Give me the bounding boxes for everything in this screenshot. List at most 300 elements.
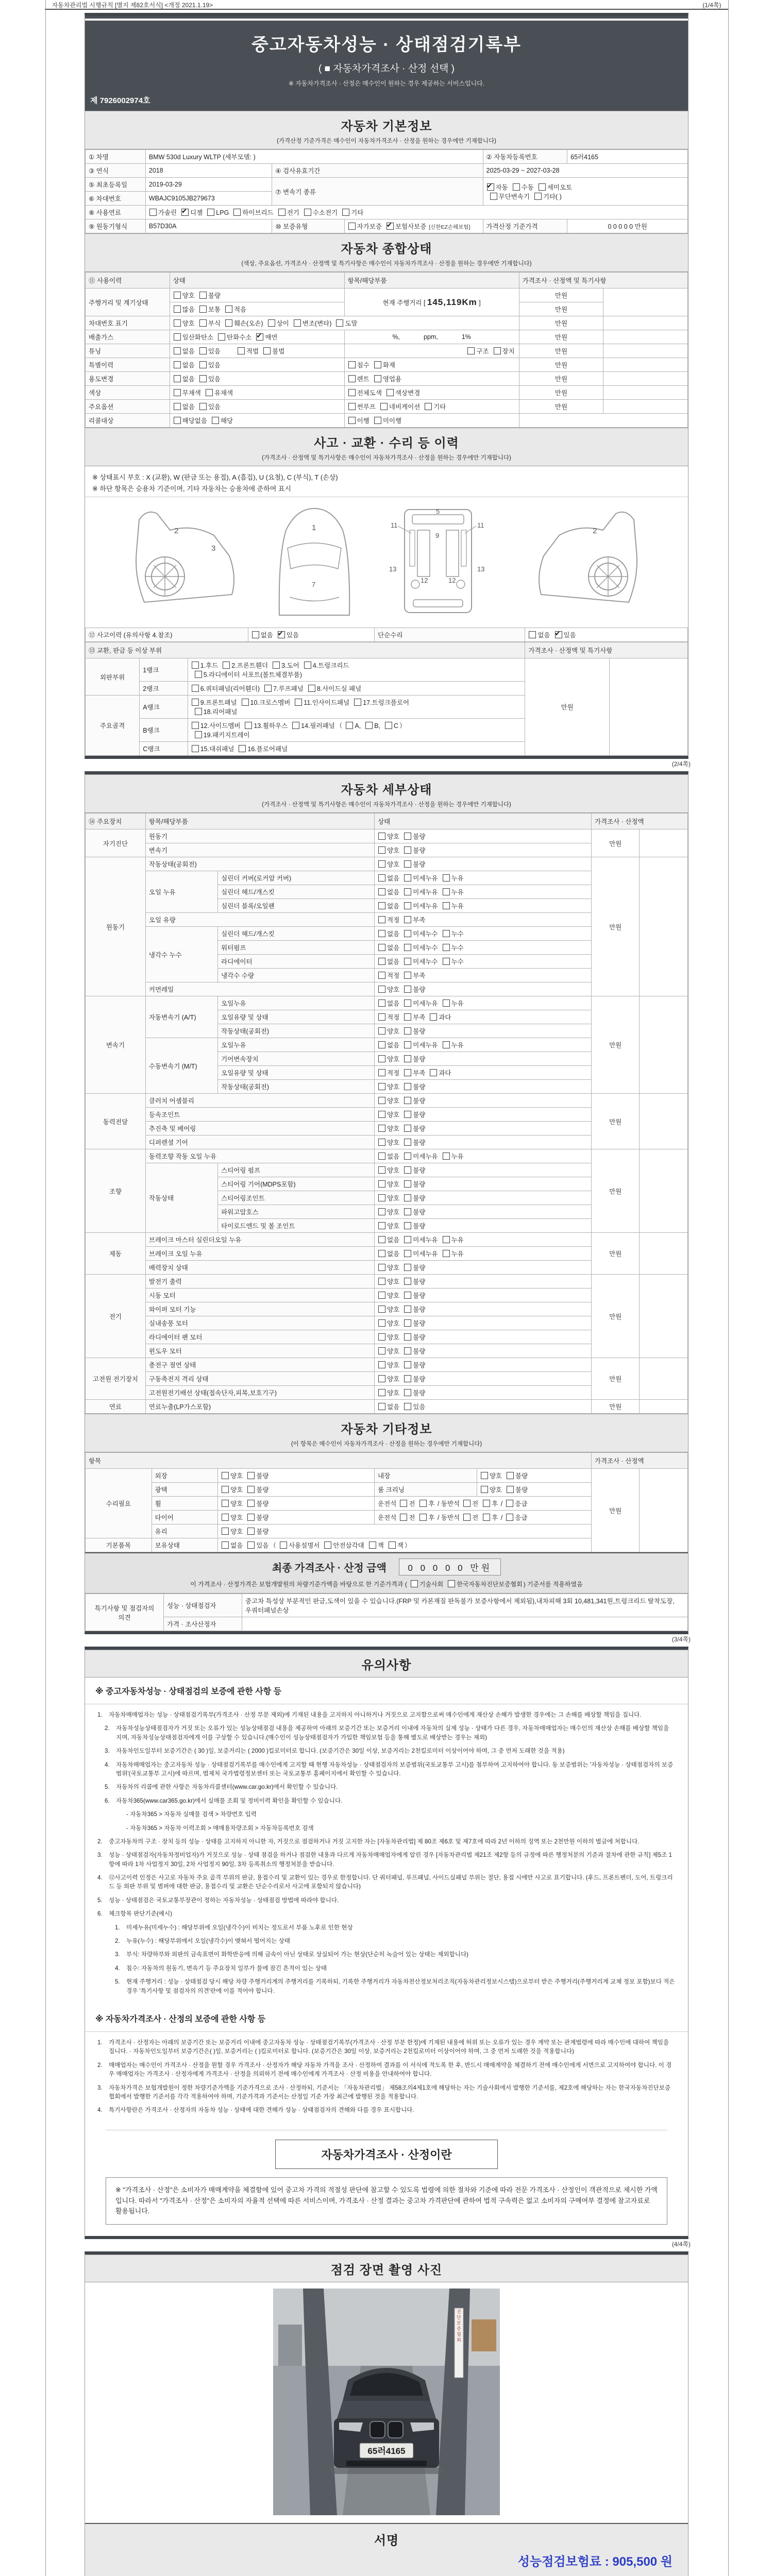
checkbox[interactable] — [294, 319, 301, 327]
car-damage-diagram — [85, 497, 688, 628]
checkbox[interactable] — [463, 1500, 470, 1507]
checkbox[interactable] — [378, 1306, 385, 1313]
checkbox[interactable] — [481, 1472, 488, 1479]
notice-item-number: 5. — [105, 1784, 110, 1791]
checkbox[interactable] — [242, 699, 249, 706]
checkbox[interactable] — [304, 662, 311, 669]
checkbox[interactable] — [206, 389, 213, 396]
checkbox[interactable] — [247, 1528, 255, 1535]
checkbox[interactable] — [199, 375, 207, 382]
checkbox[interactable] — [212, 417, 219, 424]
checkbox[interactable] — [378, 1278, 385, 1285]
cell — [375, 1024, 592, 1038]
checkbox-checked[interactable] — [278, 631, 285, 638]
checkbox[interactable] — [174, 375, 181, 382]
cell: 용도변경 — [86, 372, 170, 386]
checkbox[interactable] — [404, 833, 411, 840]
cell — [375, 1219, 592, 1233]
checkbox[interactable] — [490, 193, 497, 200]
checkbox[interactable] — [404, 1403, 411, 1410]
checkbox[interactable] — [174, 361, 181, 368]
cell: 타이어 — [152, 1511, 218, 1524]
checkbox[interactable] — [404, 1222, 411, 1229]
checkbox-label: 양호 — [387, 1209, 400, 1216]
checkbox-label: 양호 — [387, 1292, 400, 1299]
checkbox[interactable] — [245, 722, 252, 729]
checkbox[interactable] — [404, 1166, 411, 1174]
notice-item — [97, 1896, 676, 1905]
checkbox[interactable] — [378, 874, 385, 882]
table-row — [86, 1275, 688, 1289]
checkbox[interactable] — [378, 1264, 385, 1271]
checkbox[interactable] — [404, 1041, 411, 1048]
checkbox[interactable] — [404, 944, 411, 951]
checkbox[interactable] — [404, 1389, 411, 1396]
checkbox[interactable] — [378, 999, 385, 1007]
checkbox[interactable] — [404, 1347, 411, 1354]
checkbox[interactable] — [225, 319, 232, 327]
checkbox[interactable] — [494, 347, 501, 354]
checkbox[interactable] — [404, 999, 411, 1007]
notice-item-text: 자동차365(www.car365.go.kr)에서 실매물 조회 및 정비이력 확인을 확인할 수 있습니다. — [116, 1797, 343, 1804]
checkbox[interactable] — [378, 1013, 385, 1021]
checkbox[interactable] — [443, 958, 450, 965]
checkbox[interactable] — [378, 1236, 385, 1243]
checkbox[interactable] — [199, 361, 207, 368]
checkbox-label: 16.플로어패널 — [247, 745, 288, 753]
checkbox[interactable] — [268, 319, 275, 327]
checkbox[interactable] — [348, 403, 356, 410]
checkbox[interactable] — [222, 1486, 229, 1493]
checkbox[interactable] — [378, 833, 385, 840]
cell: 주요골격 — [86, 696, 140, 756]
checkbox[interactable] — [174, 389, 181, 396]
checkbox[interactable] — [378, 1166, 385, 1174]
checkbox[interactable] — [404, 1013, 411, 1021]
checkbox[interactable] — [419, 1500, 427, 1507]
checkbox[interactable] — [419, 1514, 427, 1521]
checkbox[interactable] — [378, 1208, 385, 1215]
checkbox-checked[interactable] — [487, 183, 494, 191]
checkbox[interactable] — [174, 333, 181, 341]
checkbox[interactable] — [404, 1278, 411, 1285]
cell — [188, 742, 525, 756]
checkbox[interactable] — [378, 1403, 385, 1410]
checkbox[interactable] — [225, 306, 232, 313]
checkbox[interactable] — [192, 722, 199, 729]
checkbox[interactable] — [483, 1500, 490, 1507]
checkbox-label: 한국자동차진단보증협회 — [457, 1581, 523, 1588]
checkbox[interactable] — [222, 1500, 229, 1507]
checkbox[interactable] — [386, 389, 394, 396]
cell: 만원 — [519, 289, 603, 302]
cell — [375, 1066, 592, 1080]
column-header: 항목/해당부품 — [344, 273, 519, 289]
checkbox[interactable] — [378, 1027, 385, 1035]
checkbox[interactable] — [378, 1333, 385, 1341]
checkbox[interactable] — [273, 662, 280, 669]
cell: 65러4165 — [567, 150, 688, 164]
checkbox[interactable] — [336, 319, 343, 327]
checkbox[interactable] — [223, 662, 230, 669]
checkbox[interactable] — [404, 1333, 411, 1341]
checkbox[interactable] — [369, 1541, 376, 1549]
text: 1% — [461, 333, 471, 341]
cell: 기본품목 — [86, 1538, 152, 1552]
checkbox[interactable] — [378, 1375, 385, 1382]
checkbox[interactable] — [222, 1514, 229, 1521]
checkbox[interactable] — [443, 999, 450, 1007]
checkbox-label: 미세누수 — [413, 958, 438, 965]
checkbox[interactable] — [404, 1264, 411, 1271]
checkbox-label: 전 — [409, 1514, 415, 1521]
checkbox[interactable] — [404, 1055, 411, 1062]
checkbox[interactable] — [304, 209, 311, 216]
text: ） — [404, 1542, 411, 1549]
accident-parts-table — [85, 642, 688, 756]
checkbox-checked[interactable] — [555, 631, 562, 638]
checkbox[interactable] — [199, 347, 207, 354]
checkbox[interactable] — [425, 403, 432, 410]
checkbox[interactable] — [354, 699, 361, 706]
section-etc — [85, 1414, 688, 1452]
checkbox-label: 장치 — [502, 348, 515, 355]
checkbox[interactable] — [506, 1514, 513, 1521]
checkbox[interactable] — [404, 1236, 411, 1243]
checkbox[interactable] — [430, 1013, 437, 1021]
checkbox[interactable] — [385, 722, 392, 729]
checkbox[interactable] — [174, 292, 181, 299]
checkbox[interactable] — [443, 930, 450, 937]
checkbox[interactable] — [404, 888, 411, 895]
page-number: (3/4쪽) — [671, 1636, 691, 1643]
checkbox[interactable] — [378, 1194, 385, 1201]
checkbox-label: 19.패키지트레이 — [203, 732, 250, 739]
checkbox[interactable] — [534, 193, 542, 200]
checkbox[interactable] — [404, 1097, 411, 1104]
checkbox-label: A, — [355, 722, 361, 730]
checkbox[interactable] — [404, 1319, 411, 1327]
checkbox[interactable] — [247, 1514, 255, 1521]
checkbox[interactable] — [378, 1180, 385, 1188]
cell — [375, 913, 592, 927]
checkbox-label: 불량 — [256, 1528, 269, 1535]
svg-text:2: 2 — [593, 527, 597, 535]
cell: 충전구 절연 상태 — [145, 1358, 374, 1372]
checkbox[interactable] — [374, 375, 381, 382]
notice-item-number: 4. — [97, 2107, 103, 2114]
table-row — [86, 1617, 688, 1631]
checkbox[interactable] — [506, 1500, 513, 1507]
column-header: ⑬ 교환, 판금 등 이상 부위 — [86, 642, 525, 658]
checkbox[interactable] — [378, 1055, 385, 1062]
checkbox[interactable] — [263, 347, 271, 354]
checkbox[interactable] — [174, 306, 181, 313]
checkbox[interactable] — [374, 361, 381, 368]
checkbox[interactable] — [443, 944, 450, 951]
checkbox-label: 없음 — [387, 958, 400, 965]
checkbox[interactable] — [443, 1236, 450, 1243]
checkbox[interactable] — [389, 1541, 396, 1549]
checkbox[interactable] — [443, 902, 450, 909]
checkbox[interactable] — [378, 1361, 385, 1368]
checkbox[interactable] — [199, 403, 207, 410]
checkbox[interactable] — [207, 209, 214, 216]
checkbox[interactable] — [513, 183, 520, 191]
checkbox[interactable] — [404, 902, 411, 909]
checkbox[interactable] — [378, 958, 385, 965]
notice-item — [97, 2061, 676, 2079]
table-row — [86, 206, 688, 219]
checkbox-label: 없음 — [182, 362, 195, 369]
cell — [375, 1080, 592, 1094]
checkbox[interactable] — [342, 209, 349, 216]
checkbox[interactable] — [404, 1306, 411, 1313]
checkbox[interactable] — [404, 986, 411, 993]
checkbox[interactable] — [199, 292, 207, 299]
cell — [640, 1400, 688, 1414]
cell — [218, 1483, 375, 1497]
checkbox[interactable] — [378, 1069, 385, 1076]
checkbox[interactable] — [378, 1153, 385, 1160]
checkbox[interactable] — [400, 1514, 407, 1521]
checkbox[interactable] — [264, 685, 272, 692]
checkbox[interactable] — [430, 1069, 437, 1076]
cell: 작동상태(공회전) — [145, 857, 374, 871]
checkbox[interactable] — [404, 874, 411, 882]
checkbox[interactable] — [443, 874, 450, 882]
checkbox[interactable] — [348, 375, 356, 382]
checkbox[interactable] — [348, 361, 356, 368]
checkbox[interactable] — [218, 333, 225, 341]
cell — [375, 857, 592, 871]
checkbox[interactable] — [507, 1486, 514, 1493]
checkbox-label: 미세누유 — [413, 903, 438, 910]
checkbox[interactable] — [380, 403, 388, 410]
checkbox[interactable] — [404, 1250, 411, 1257]
checkbox-label: 유채색 — [214, 389, 233, 397]
cell — [375, 1261, 592, 1275]
checkbox[interactable] — [404, 846, 411, 854]
checkbox[interactable] — [324, 1541, 331, 1549]
notice-item — [97, 1909, 676, 1918]
cell: ① 차명 — [86, 150, 146, 164]
checkbox[interactable] — [174, 403, 181, 410]
cell — [375, 829, 592, 843]
checkbox[interactable] — [483, 1514, 490, 1521]
checkbox-label: 네비게이션 — [389, 403, 421, 411]
checkbox[interactable] — [378, 1222, 385, 1229]
checkbox[interactable] — [247, 1541, 255, 1549]
checkbox[interactable] — [295, 699, 302, 706]
checkbox-label: 불량 — [413, 1195, 426, 1202]
checkbox[interactable] — [378, 1292, 385, 1299]
checkbox-label: 불량 — [413, 986, 426, 993]
checkbox[interactable] — [192, 745, 199, 752]
checkbox[interactable] — [374, 417, 381, 424]
checkbox[interactable] — [404, 1083, 411, 1090]
checkbox[interactable] — [404, 930, 411, 937]
checkbox[interactable] — [481, 1486, 488, 1493]
checkbox[interactable] — [404, 1292, 411, 1299]
special-notes-table — [85, 1594, 688, 1631]
checkbox[interactable] — [404, 1111, 411, 1118]
checkbox[interactable] — [404, 1139, 411, 1146]
checkbox[interactable] — [378, 1041, 385, 1048]
checkbox-checked[interactable] — [256, 333, 263, 341]
checkbox[interactable] — [378, 1097, 385, 1104]
checkbox[interactable] — [378, 1139, 385, 1146]
checkbox[interactable] — [239, 745, 246, 752]
checkbox[interactable] — [443, 1153, 450, 1160]
checkbox-label: 이행 — [357, 417, 369, 425]
checkbox[interactable] — [378, 972, 385, 979]
checkbox-checked[interactable] — [386, 223, 394, 230]
text: 145,119Km — [427, 297, 477, 307]
checkbox[interactable] — [404, 972, 411, 979]
checkbox[interactable] — [404, 1208, 411, 1215]
checkbox[interactable] — [252, 631, 259, 638]
checkbox[interactable] — [404, 1153, 411, 1160]
checkbox[interactable] — [346, 722, 353, 729]
checkbox-label: 썬루프 — [357, 403, 376, 411]
checkbox[interactable] — [348, 223, 356, 230]
checkbox[interactable] — [247, 1472, 255, 1479]
checkbox[interactable] — [404, 958, 411, 965]
checkbox[interactable] — [529, 631, 536, 638]
checkbox[interactable] — [195, 731, 202, 738]
checkbox[interactable] — [443, 888, 450, 895]
checkbox[interactable] — [149, 209, 157, 216]
checkbox[interactable] — [378, 1111, 385, 1118]
checkbox-label: 없음 — [387, 930, 400, 938]
checkbox[interactable] — [378, 930, 385, 937]
checkbox[interactable] — [378, 1347, 385, 1354]
checkbox-label: 2.프론트휀더 — [231, 662, 268, 669]
notice-item-number: 5. — [115, 1978, 120, 1986]
checkbox[interactable] — [404, 860, 411, 868]
checkbox[interactable] — [448, 1580, 455, 1587]
checkbox[interactable] — [404, 1194, 411, 1201]
checkbox[interactable] — [400, 1500, 407, 1507]
checkbox-label: 불량 — [413, 1139, 426, 1146]
checkbox[interactable] — [378, 1319, 385, 1327]
checkbox[interactable] — [378, 1389, 385, 1396]
checkbox[interactable] — [378, 846, 385, 854]
checkbox[interactable] — [195, 671, 202, 678]
checkbox[interactable] — [174, 417, 181, 424]
checkbox[interactable] — [378, 986, 385, 993]
cell: 배출가스 — [86, 330, 170, 344]
checkbox[interactable] — [233, 209, 241, 216]
checkbox[interactable] — [278, 209, 285, 216]
checkbox[interactable] — [467, 347, 475, 354]
checkbox[interactable] — [222, 1472, 229, 1479]
checkbox[interactable] — [199, 306, 207, 313]
checkbox[interactable] — [192, 685, 199, 692]
section-note: (가격조사 · 산정액 및 특기사항은 매수인이 자동차가격조사 · 산정을 원하는 경우에만 기재합니다) — [262, 455, 511, 461]
checkbox-label: 불량 — [413, 833, 426, 840]
checkbox[interactable] — [247, 1486, 255, 1493]
notice-subtitle-2: ※ 자동차가격조사 · 산정의 보증에 관한 사항 등 — [85, 2005, 688, 2032]
cell: 라디에이터 팬 모터 — [145, 1330, 374, 1344]
checkbox[interactable] — [247, 1500, 255, 1507]
checkbox[interactable] — [280, 1541, 287, 1549]
checkbox[interactable] — [507, 1472, 514, 1479]
checkbox[interactable] — [378, 1250, 385, 1257]
checkbox[interactable] — [238, 347, 245, 354]
checkbox[interactable] — [192, 699, 199, 706]
checkbox[interactable] — [174, 319, 181, 327]
cell — [375, 1233, 592, 1247]
checkbox[interactable] — [365, 722, 373, 729]
cell: 스티어링조인트 — [218, 1191, 375, 1205]
checkbox[interactable] — [199, 319, 207, 327]
checkbox[interactable] — [539, 183, 546, 191]
checkbox-label: 누유 — [451, 1236, 464, 1244]
checkbox[interactable] — [348, 417, 356, 424]
checkbox[interactable] — [378, 902, 385, 909]
checkbox[interactable] — [378, 888, 385, 895]
notice-item — [105, 1760, 676, 1778]
checkbox[interactable] — [378, 1125, 385, 1132]
checkbox-label: 불량 — [515, 1472, 528, 1480]
checkbox[interactable] — [378, 916, 385, 923]
cell: 0 0 0 0 0 만원 — [567, 219, 688, 233]
checkbox[interactable] — [378, 860, 385, 868]
checkbox[interactable] — [292, 722, 299, 729]
checkbox[interactable] — [463, 1514, 470, 1521]
checkbox-label: 6.쿼터패널(리어휀더) — [200, 685, 260, 692]
checkbox[interactable] — [222, 1528, 229, 1535]
checkbox-label: 없음 — [182, 376, 195, 383]
checkbox[interactable] — [411, 1580, 418, 1587]
checkbox-label: 미세누유 — [413, 1250, 438, 1258]
checkbox[interactable] — [192, 662, 199, 669]
notice-item — [97, 2038, 676, 2056]
checkbox[interactable] — [378, 1083, 385, 1090]
checkbox[interactable] — [443, 1041, 450, 1048]
column-header: 상태 — [170, 273, 344, 289]
cell — [375, 1010, 592, 1024]
checkbox[interactable] — [378, 944, 385, 951]
checkbox-checked[interactable] — [181, 209, 189, 216]
checkbox[interactable] — [404, 1069, 411, 1076]
cell — [170, 289, 344, 302]
checkbox[interactable] — [404, 916, 411, 923]
checkbox[interactable] — [348, 389, 356, 396]
text: ppm, — [424, 333, 438, 341]
checkbox[interactable] — [308, 685, 315, 692]
checkbox-label: 양호 — [387, 1139, 400, 1146]
checkbox[interactable] — [404, 1180, 411, 1188]
checkbox[interactable] — [404, 1361, 411, 1368]
checkbox-label: 색상변경 — [395, 389, 421, 397]
checkbox-label: 자가보증 — [357, 223, 382, 230]
checkbox-label: 불량 — [413, 1181, 426, 1188]
checkbox[interactable] — [195, 708, 202, 715]
cell — [519, 414, 687, 428]
checkbox[interactable] — [404, 1027, 411, 1035]
cell: 룸 크리닝 — [375, 1483, 477, 1497]
checkbox[interactable] — [404, 1375, 411, 1382]
checkbox[interactable] — [222, 1541, 229, 1549]
checkbox[interactable] — [443, 1250, 450, 1257]
checkbox[interactable] — [174, 347, 181, 354]
cell: 차대번호 표기 — [86, 316, 170, 330]
checkbox[interactable] — [404, 1125, 411, 1132]
cell: ④ 검사유효기간 — [272, 164, 483, 178]
